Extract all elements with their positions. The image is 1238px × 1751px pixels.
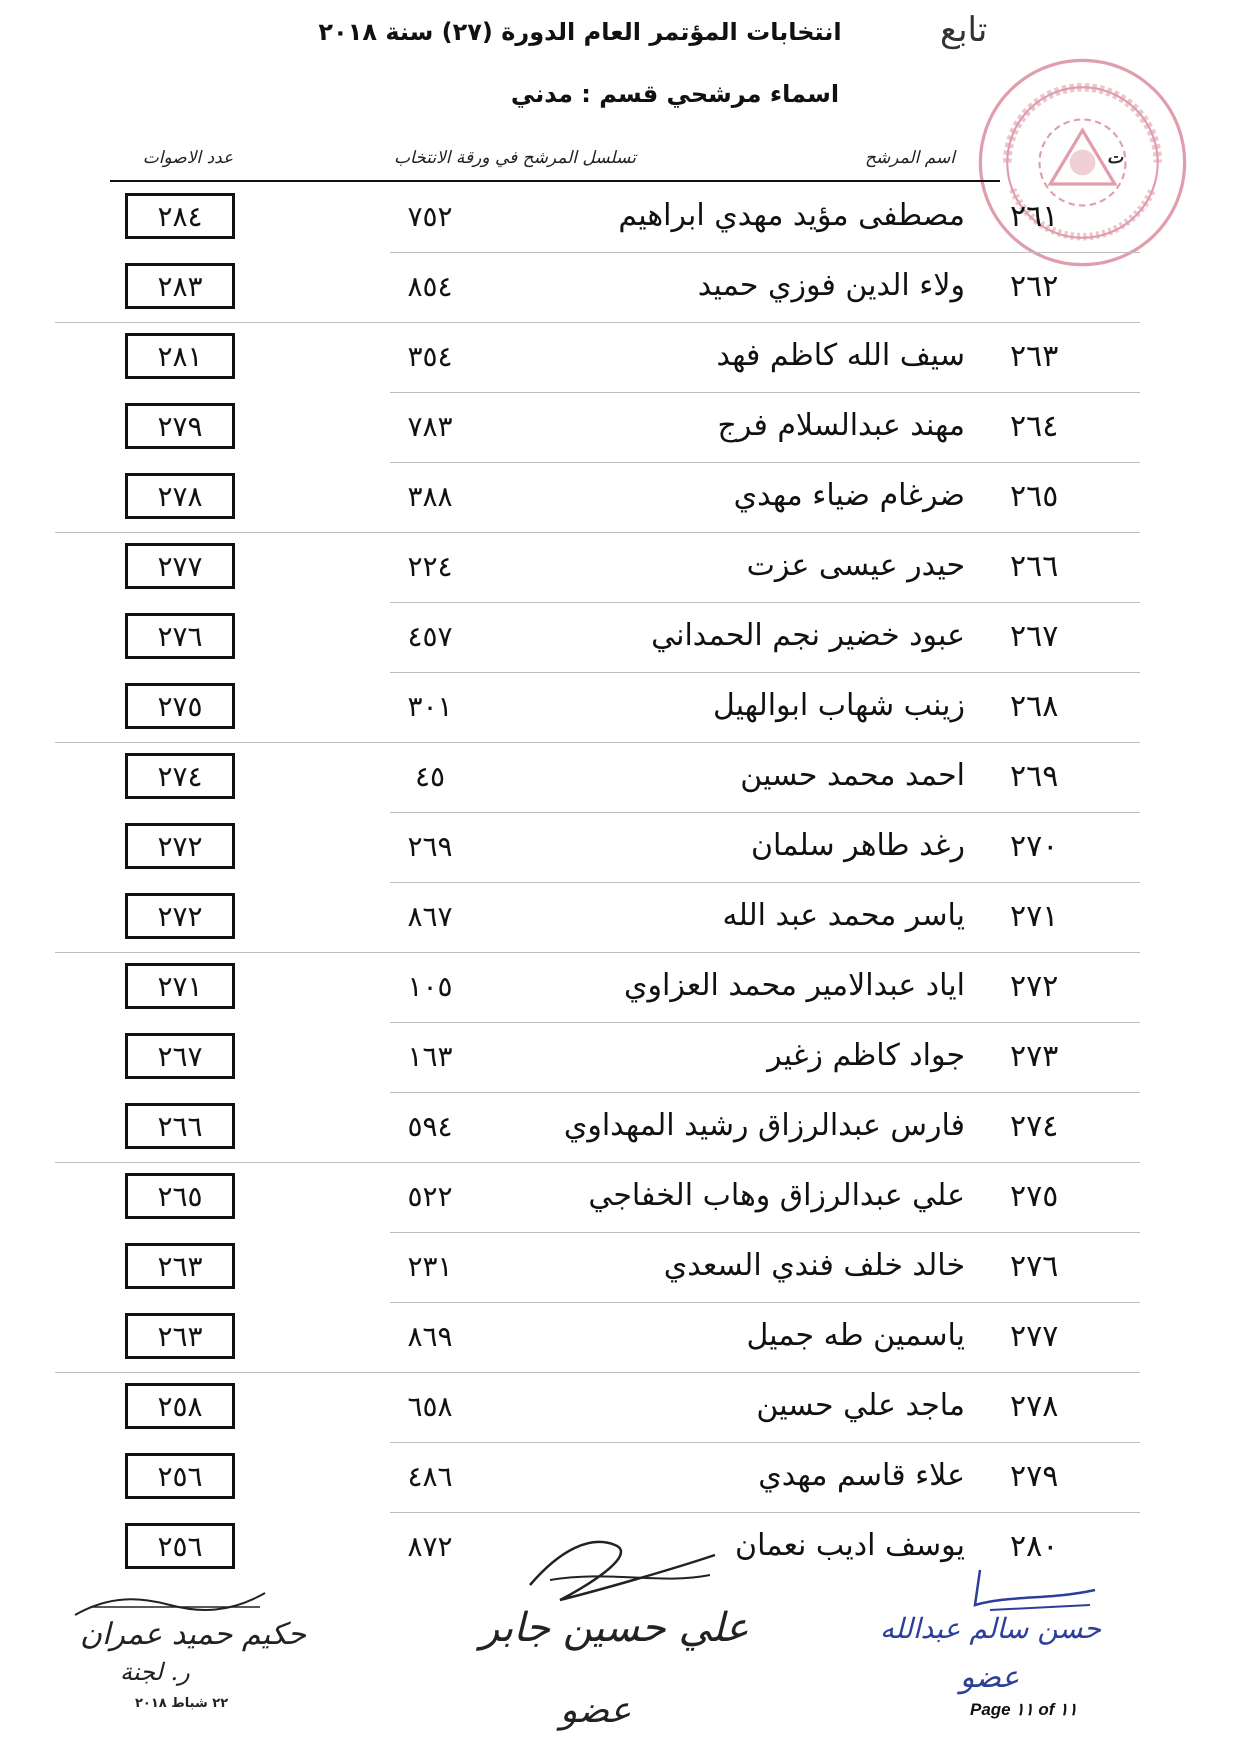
ballot-seq-cell: ٣٥٤ bbox=[407, 339, 453, 373]
candidate-name: اياد عبدالامير محمد العزاوي bbox=[624, 968, 965, 1003]
votes-cell: ٢٦٥ bbox=[125, 1173, 235, 1219]
votes-cell: ٢٦٦ bbox=[125, 1103, 235, 1149]
candidate-number: ٢٧٦ bbox=[1010, 1248, 1059, 1284]
middle-signatory-role: عضو bbox=[560, 1690, 632, 1731]
votes-cell: ٢٨١ bbox=[125, 333, 235, 379]
table-row bbox=[0, 183, 1238, 253]
ballot-seq-cell: ٦٥٨ bbox=[407, 1389, 453, 1423]
candidate-name: عبود خضير نجم الحمداني bbox=[651, 618, 965, 653]
candidate-name: حيدر عيسى عزت bbox=[746, 548, 965, 583]
table-row bbox=[0, 743, 1238, 813]
candidate-number: ٢٦١ bbox=[1010, 198, 1059, 234]
ballot-seq-cell: ٣٠١ bbox=[407, 689, 453, 723]
table-row bbox=[0, 673, 1238, 743]
votes-cell: ٢٧٥ bbox=[125, 683, 235, 729]
ballot-seq-cell: ٧٥٢ bbox=[407, 199, 453, 233]
continued-label: تابع bbox=[940, 10, 988, 50]
candidate-name: جواد كاظم زغير bbox=[767, 1038, 965, 1073]
candidate-name: سيف الله كاظم فهد bbox=[716, 338, 965, 373]
table-row bbox=[0, 883, 1238, 953]
candidate-number: ٢٨٠ bbox=[1010, 1528, 1059, 1564]
ballot-seq-cell: ٧٨٣ bbox=[407, 409, 453, 443]
table-row bbox=[0, 463, 1238, 533]
candidate-name: مصطفى مؤيد مهدي ابراهيم bbox=[618, 198, 965, 233]
ballot-seq-cell: ٤٥ bbox=[414, 759, 446, 793]
candidate-name: مهند عبدالسلام فرج bbox=[717, 408, 965, 443]
ballot-seq-cell: ٤٨٦ bbox=[407, 1459, 453, 1493]
column-header-votes: عدد الاصوات bbox=[142, 148, 234, 168]
votes-cell: ٢٧١ bbox=[125, 963, 235, 1009]
candidate-number: ٢٦٥ bbox=[1010, 478, 1059, 514]
candidate-name: ولاء الدين فوزي حميد bbox=[697, 268, 965, 303]
column-header-ballot-seq: تسلسل المرشح في ورقة الانتخاب bbox=[394, 148, 636, 168]
ballot-seq-cell: ٨٦٩ bbox=[407, 1319, 453, 1353]
ballot-seq-cell: ٣٨٨ bbox=[407, 479, 453, 513]
candidate-name: علاء قاسم مهدي bbox=[758, 1458, 965, 1493]
page-title: انتخابات المؤتمر العام الدورة (٢٧) سنة ٢٠١٨ bbox=[318, 18, 842, 46]
candidate-number: ٢٦٩ bbox=[1010, 758, 1059, 794]
candidate-name: ياسمين طه جميل bbox=[746, 1318, 965, 1353]
ballot-seq-cell: ٥٢٢ bbox=[407, 1179, 453, 1213]
candidate-number: ٢٧٨ bbox=[1010, 1388, 1059, 1424]
candidate-name: يوسف اديب نعمان bbox=[735, 1528, 965, 1563]
ballot-seq-cell: ٢٣١ bbox=[407, 1249, 453, 1283]
middle-signature-scribble bbox=[520, 1530, 720, 1610]
table-row bbox=[0, 1023, 1238, 1093]
candidate-number: ٢٧٥ bbox=[1010, 1178, 1059, 1214]
table-row bbox=[0, 813, 1238, 883]
table-row bbox=[0, 533, 1238, 603]
right-signatory-name: حسن سالم عبدالله bbox=[880, 1612, 1102, 1645]
candidate-number: ٢٧٧ bbox=[1010, 1318, 1059, 1354]
ballot-seq-cell: ٢٦٩ bbox=[407, 829, 453, 863]
candidate-number: ٢٧١ bbox=[1010, 898, 1059, 934]
table-row bbox=[0, 1233, 1238, 1303]
ballot-seq-cell: ٤٥٧ bbox=[407, 619, 453, 653]
candidate-number: ٢٦٧ bbox=[1010, 618, 1059, 654]
middle-signatory-name: علي حسين جابر bbox=[480, 1605, 749, 1651]
signature-date: ٢٢ شباط ٢٠١٨ bbox=[135, 1696, 229, 1711]
votes-cell: ٢٥٨ bbox=[125, 1383, 235, 1429]
candidate-number: ٢٦٦ bbox=[1010, 548, 1059, 584]
votes-cell: ٢٦٣ bbox=[125, 1313, 235, 1359]
votes-cell: ٢٧٤ bbox=[125, 753, 235, 799]
votes-cell: ٢٧٢ bbox=[125, 893, 235, 939]
votes-cell: ٢٧٨ bbox=[125, 473, 235, 519]
votes-cell: ٢٥٦ bbox=[125, 1523, 235, 1569]
candidate-name: خالد خلف فندي السعدي bbox=[663, 1248, 965, 1283]
votes-cell: ٢٨٤ bbox=[125, 193, 235, 239]
ballot-seq-cell: ١٠٥ bbox=[407, 969, 453, 1003]
candidate-number: ٢٧٢ bbox=[1010, 968, 1059, 1004]
column-header-number: ت bbox=[1106, 148, 1123, 168]
table-row bbox=[0, 393, 1238, 463]
votes-cell: ٢٨٣ bbox=[125, 263, 235, 309]
votes-cell: ٢٧٢ bbox=[125, 823, 235, 869]
candidate-name: زينب شهاب ابوالهيل bbox=[712, 688, 965, 723]
table-row bbox=[0, 1093, 1238, 1163]
votes-cell: ٢٧٧ bbox=[125, 543, 235, 589]
ballot-seq-cell: ١٦٣ bbox=[407, 1039, 453, 1073]
votes-cell: ٢٧٩ bbox=[125, 403, 235, 449]
candidate-name: ضرغام ضياء مهدي bbox=[733, 478, 965, 513]
right-signatory-role: عضو bbox=[960, 1660, 1020, 1695]
table-row bbox=[0, 1443, 1238, 1513]
candidate-name: علي عبدالرزاق وهاب الخفاجي bbox=[588, 1178, 965, 1213]
votes-cell: ٢٦٣ bbox=[125, 1243, 235, 1289]
candidate-number: ٢٦٤ bbox=[1010, 408, 1059, 444]
ballot-seq-cell: ٥٩٤ bbox=[407, 1109, 453, 1143]
page-number: Page ١١ of ١١ bbox=[970, 1700, 1078, 1719]
candidate-name: فارس عبدالرزاق رشيد المهداوي bbox=[563, 1108, 965, 1143]
left-signatory-role: ر. لجنة bbox=[120, 1658, 190, 1686]
votes-cell: ٢٧٦ bbox=[125, 613, 235, 659]
left-signatory-name: حكيم حميد عمران bbox=[80, 1617, 307, 1652]
table-row bbox=[0, 1163, 1238, 1233]
votes-cell: ٢٦٧ bbox=[125, 1033, 235, 1079]
right-signature-scribble bbox=[970, 1565, 1100, 1615]
candidate-name: ياسر محمد عبد الله bbox=[722, 898, 965, 933]
candidate-name: ماجد علي حسين bbox=[756, 1388, 965, 1423]
page-subtitle: اسماء مرشحي قسم : مدني bbox=[510, 80, 840, 108]
candidate-name: احمد محمد حسين bbox=[740, 758, 965, 793]
candidate-number: ٢٦٨ bbox=[1010, 688, 1059, 724]
candidate-number: ٢٧٠ bbox=[1010, 828, 1059, 864]
candidate-number: ٢٦٢ bbox=[1010, 268, 1059, 304]
table-row bbox=[0, 953, 1238, 1023]
table-row bbox=[0, 1303, 1238, 1373]
ballot-seq-cell: ٢٢٤ bbox=[407, 549, 453, 583]
column-header-name: اسم المرشح bbox=[864, 148, 955, 168]
ballot-seq-cell: ٨٧٢ bbox=[407, 1529, 453, 1563]
candidate-number: ٢٧٣ bbox=[1010, 1038, 1059, 1074]
candidate-number: ٢٦٣ bbox=[1010, 338, 1059, 374]
votes-cell: ٢٥٦ bbox=[125, 1453, 235, 1499]
table-row bbox=[0, 1373, 1238, 1443]
ballot-seq-cell: ٨٦٧ bbox=[407, 899, 453, 933]
ballot-seq-cell: ٨٥٤ bbox=[407, 269, 453, 303]
candidate-name: رغد طاهر سلمان bbox=[751, 828, 965, 863]
table-row bbox=[0, 323, 1238, 393]
table-row bbox=[0, 253, 1238, 323]
table-row bbox=[0, 603, 1238, 673]
candidate-number: ٢٧٩ bbox=[1010, 1458, 1059, 1494]
candidate-number: ٢٧٤ bbox=[1010, 1108, 1059, 1144]
